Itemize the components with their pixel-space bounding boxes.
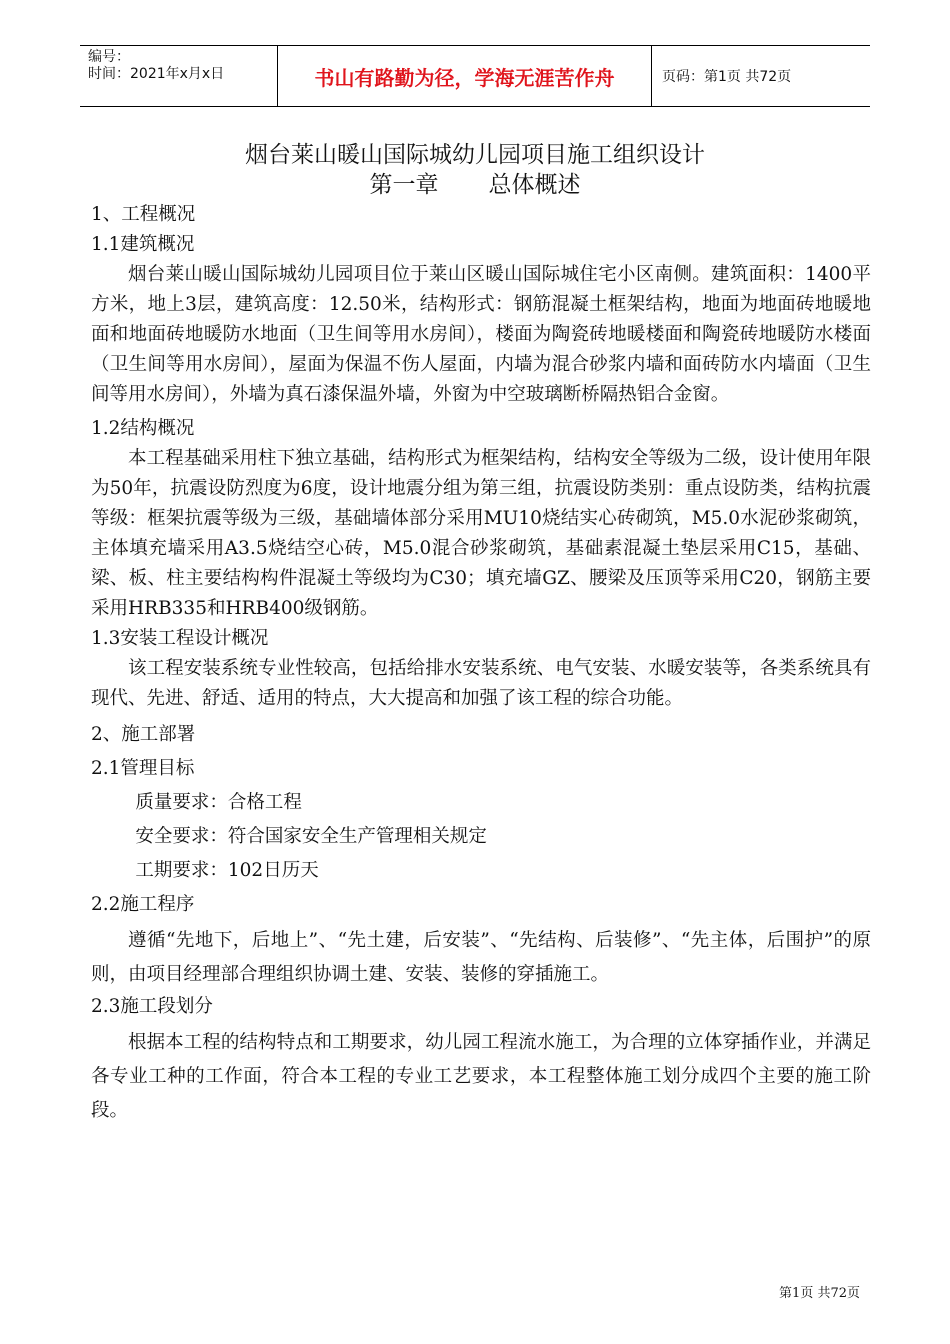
- paragraph-building-overview: 烟台莱山暖山国际城幼儿园项目位于莱山区暖山国际城住宅小区南侧。建筑面积：1400平方米，地上3层，建筑高度：12.50米，结构形式：钢筋混凝土框架结构，地面为地面砖地暖地面和地面砖地暖防水地面（卫生间等用水房间），楼面为陶瓷砖地暖楼面和陶瓷砖地暖防水楼面（卫生间等用水房间），屋面为保温不伤人屋面，内墙为混合砂浆内墙和面砖防水内墙面（卫生间等用水房间），外墙为真石漆保温外墙，外窗为中空玻璃断桥隔热铝合金窗。: [91, 264, 871, 405]
- page-footer: 第1页 共72页: [779, 1286, 860, 1301]
- subsection-heading-2-2: 2.2施工程序: [91, 894, 195, 915]
- page-header: [80, 45, 870, 107]
- paragraph-structure-overview: 本工程基础采用柱下独立基础，结构形式为框架结构，结构安全等级为二级，设计使用年限为50年，抗震设防烈度为6度，设计地震分组为第三组，抗震设防类别：重点设防类，结构抗震等级：框架抗震等级为三级，基础墙体部分采用MU10烧结实心砖砌筑，M5.0水泥砂浆砌筑，主体填充墙采用A3.5烧结空心砖，M5.0混合砂浆砌筑，基础素混凝土垫层采用C15，基础、梁、板、柱主要结构构件混凝土等级均为C30；填充墙GZ、腰梁及压顶等采用C20，钢筋主要采用HRB335和HRB400级钢筋。: [91, 448, 871, 619]
- section-heading-1: 1、工程概况: [91, 204, 196, 225]
- section-heading-2: 2、施工部署: [91, 724, 196, 745]
- chapter-number: 第一章: [369, 172, 439, 198]
- document-title: 烟台莱山暖山国际城幼儿园项目施工组织设计: [245, 142, 705, 168]
- paragraph-construction-sequence: 遵循“先地下，后地上”、“先土建，后安装”、“先结构、后装修”、“先主体，后围护”的原则，由项目经理部合理组织协调土建、安装、装修的穿插施工。: [91, 930, 871, 985]
- chapter-heading: [0, 166, 950, 199]
- header-meta: [80, 46, 278, 106]
- subsection-heading-2-3: 2.3施工段划分: [91, 996, 213, 1017]
- paragraph-stage-division: 根据本工程的结构特点和工期要求，幼儿园工程流水施工，为合理的立体穿插作业，并满足各专业工种的工作面，符合本工程的专业工艺要求，本工程整体施工划分成四个主要的施工阶段。: [91, 1032, 871, 1121]
- paragraph-installation-overview: 该工程安装系统专业性较高，包括给排水安装系统、电气安装、水暖安装等，各类系统具有现代、先进、舒适、适用的特点，大大提高和加强了该工程的综合功能。: [91, 658, 871, 709]
- goal-safety: 安全要求：符合国家安全生产管理相关规定: [135, 826, 487, 847]
- subsection-heading-2-1: 2.1管理目标: [91, 758, 195, 779]
- number-label: 编号：: [88, 49, 130, 65]
- header-page-info: 页码：第1页 共72页: [662, 69, 792, 85]
- subsection-heading-1-2: 1.2结构概况: [91, 418, 195, 439]
- chapter-name: 总体概述: [488, 172, 581, 198]
- document-body: [91, 200, 871, 1128]
- header-motto: 书山有路勤为径，学海无涯苦作舟: [278, 46, 652, 106]
- subsection-heading-1-1: 1.1建筑概况: [91, 234, 195, 255]
- goal-schedule: 工期要求：102日历天: [135, 860, 319, 881]
- subsection-heading-1-3: 1.3安装工程设计概况: [91, 628, 269, 649]
- time-label: 时间：2021年x月x日: [88, 66, 225, 82]
- goal-quality: 质量要求：合格工程: [135, 792, 302, 813]
